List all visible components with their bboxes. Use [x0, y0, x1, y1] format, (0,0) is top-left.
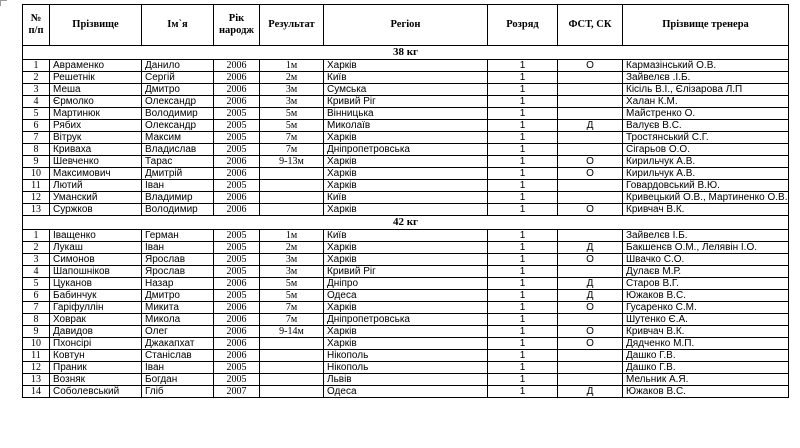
- cell-year: 2006: [214, 278, 260, 290]
- cell-coach: Бакшенєв О.М., Лелявін І.О.: [623, 242, 789, 254]
- cell-name: Владислав: [142, 144, 214, 156]
- header-fst: ФСТ, СК: [558, 5, 623, 46]
- cell-num: 3: [23, 254, 50, 266]
- cell-surname: Меша: [50, 84, 142, 96]
- cell-name: Олег: [142, 326, 214, 338]
- cell-num: 9: [23, 156, 50, 168]
- table-row: [23, 386, 789, 398]
- cell-year: 2005: [214, 144, 260, 156]
- cell-name: Герман: [142, 230, 214, 242]
- cell-rank: 1: [488, 338, 558, 350]
- cell-fst: [558, 362, 623, 374]
- table-row: [23, 350, 789, 362]
- cell-region: Нікополь: [324, 350, 488, 362]
- cell-coach: Шутенко Є.А.: [623, 314, 789, 326]
- header-year: Рік народж: [214, 5, 260, 46]
- weight-group-title: 42 кг: [23, 216, 789, 230]
- header-row: [23, 5, 789, 46]
- cell-fst: Д: [558, 278, 623, 290]
- cell-result: 7м: [260, 302, 324, 314]
- cell-rank: 1: [488, 84, 558, 96]
- table-row: [23, 96, 789, 108]
- table-row: [23, 374, 789, 386]
- cell-num: 7: [23, 132, 50, 144]
- cell-year: 2005: [214, 180, 260, 192]
- cell-name: Володимир: [142, 204, 214, 216]
- cell-region: Харків: [324, 156, 488, 168]
- cell-year: 2006: [214, 168, 260, 180]
- cell-name: Олександр: [142, 120, 214, 132]
- cell-fst: [558, 180, 623, 192]
- cell-result: [260, 374, 324, 386]
- weight-group-title: 38 кг: [23, 46, 789, 60]
- cell-surname: Лукаш: [50, 242, 142, 254]
- table-move-handle[interactable]: [0, 0, 7, 6]
- cell-region: Дніпропетровська: [324, 144, 488, 156]
- cell-num: 11: [23, 350, 50, 362]
- cell-surname: Соболевський: [50, 386, 142, 398]
- cell-region: Харків: [324, 326, 488, 338]
- cell-name: Назар: [142, 278, 214, 290]
- cell-result: [260, 386, 324, 398]
- cell-name: Іван: [142, 180, 214, 192]
- cell-fst: [558, 132, 623, 144]
- cell-result: 3м: [260, 254, 324, 266]
- cell-fst: О: [558, 204, 623, 216]
- cell-name: Богдан: [142, 374, 214, 386]
- cell-year: 2006: [214, 350, 260, 362]
- cell-rank: 1: [488, 350, 558, 362]
- cell-name: Іван: [142, 362, 214, 374]
- cell-fst: [558, 72, 623, 84]
- cell-num: 5: [23, 278, 50, 290]
- cell-num: 2: [23, 72, 50, 84]
- cell-year: 2005: [214, 120, 260, 132]
- cell-region: Одеса: [324, 386, 488, 398]
- cell-fst: Д: [558, 386, 623, 398]
- cell-region: Миколаїв: [324, 120, 488, 132]
- table-row: [23, 132, 789, 144]
- cell-num: 12: [23, 362, 50, 374]
- cell-fst: О: [558, 156, 623, 168]
- cell-name: Гліб: [142, 386, 214, 398]
- cell-num: 13: [23, 204, 50, 216]
- cell-fst: О: [558, 168, 623, 180]
- cell-num: 1: [23, 230, 50, 242]
- cell-coach: Дашко Г.В.: [623, 362, 789, 374]
- cell-name: Ярослав: [142, 254, 214, 266]
- table-row: [23, 120, 789, 132]
- table-row: [23, 60, 789, 72]
- cell-fst: [558, 192, 623, 204]
- cell-name: Володимир: [142, 108, 214, 120]
- cell-num: 2: [23, 242, 50, 254]
- cell-fst: [558, 84, 623, 96]
- cell-result: [260, 204, 324, 216]
- cell-result: 7м: [260, 314, 324, 326]
- cell-year: 2005: [214, 374, 260, 386]
- cell-result: [260, 362, 324, 374]
- header-region: Регіон: [324, 5, 488, 46]
- cell-num: 5: [23, 108, 50, 120]
- cell-fst: [558, 96, 623, 108]
- table-row: [23, 168, 789, 180]
- table-row: [23, 314, 789, 326]
- header-coach: Прізвище тренера: [623, 5, 789, 46]
- cell-rank: 1: [488, 254, 558, 266]
- cell-surname: Пхонсірі: [50, 338, 142, 350]
- cell-rank: 1: [488, 242, 558, 254]
- cell-num: 9: [23, 326, 50, 338]
- cell-num: 7: [23, 302, 50, 314]
- weight-group-row: [23, 46, 789, 60]
- cell-year: 2005: [214, 230, 260, 242]
- cell-coach: Южаков В.С.: [623, 386, 789, 398]
- cell-rank: 1: [488, 108, 558, 120]
- cell-fst: [558, 230, 623, 242]
- cell-year: 2005: [214, 362, 260, 374]
- header-name: Ім`я: [142, 5, 214, 46]
- cell-year: 2006: [214, 96, 260, 108]
- cell-result: 1м: [260, 60, 324, 72]
- cell-surname: Бабинчук: [50, 290, 142, 302]
- cell-num: 6: [23, 290, 50, 302]
- cell-surname: Ковтун: [50, 350, 142, 362]
- cell-region: Кривий Ріг: [324, 266, 488, 278]
- cell-surname: Цуканов: [50, 278, 142, 290]
- cell-num: 4: [23, 266, 50, 278]
- cell-rank: 1: [488, 192, 558, 204]
- table-row: [23, 326, 789, 338]
- table-row: [23, 180, 789, 192]
- cell-rank: 1: [488, 96, 558, 108]
- cell-surname: Мартинюк: [50, 108, 142, 120]
- cell-name: Тарас: [142, 156, 214, 168]
- cell-year: 2005: [214, 254, 260, 266]
- cell-fst: О: [558, 302, 623, 314]
- cell-coach: Зайвелєв І.Б.: [623, 230, 789, 242]
- cell-result: 9-13м: [260, 156, 324, 168]
- cell-surname: Шапошніков: [50, 266, 142, 278]
- header-num: № п/п: [23, 5, 50, 46]
- cell-result: [260, 168, 324, 180]
- cell-year: 2005: [214, 108, 260, 120]
- table-row: [23, 192, 789, 204]
- cell-rank: 1: [488, 374, 558, 386]
- cell-surname: Вітрук: [50, 132, 142, 144]
- cell-result: 7м: [260, 144, 324, 156]
- cell-year: 2007: [214, 386, 260, 398]
- table-row: [23, 72, 789, 84]
- cell-coach: Гусаренко С.М.: [623, 302, 789, 314]
- cell-num: 14: [23, 386, 50, 398]
- cell-result: 7м: [260, 132, 324, 144]
- cell-region: Харків: [324, 132, 488, 144]
- cell-year: 2006: [214, 84, 260, 96]
- cell-name: Дмитро: [142, 84, 214, 96]
- cell-year: 2006: [214, 326, 260, 338]
- cell-year: 2006: [214, 302, 260, 314]
- cell-coach: Зайвелєв .І.Б.: [623, 72, 789, 84]
- cell-coach: Кармазінський О.В.: [623, 60, 789, 72]
- cell-region: Львів: [324, 374, 488, 386]
- table-row: [23, 204, 789, 216]
- cell-year: 2006: [214, 72, 260, 84]
- cell-region: Нікополь: [324, 362, 488, 374]
- cell-coach: Сігарьов О.О.: [623, 144, 789, 156]
- cell-region: Кривий Ріг: [324, 96, 488, 108]
- cell-result: 2м: [260, 72, 324, 84]
- cell-region: Харків: [324, 168, 488, 180]
- cell-region: Київ: [324, 72, 488, 84]
- cell-fst: Д: [558, 120, 623, 132]
- results-table: [22, 4, 789, 398]
- cell-coach: Старов В.Г.: [623, 278, 789, 290]
- cell-rank: 1: [488, 266, 558, 278]
- cell-coach: Кривчач В.К.: [623, 204, 789, 216]
- cell-fst: [558, 374, 623, 386]
- cell-name: Микола: [142, 314, 214, 326]
- weight-group-row: [23, 216, 789, 230]
- table-row: [23, 290, 789, 302]
- cell-name: Дмитрій: [142, 168, 214, 180]
- cell-num: 10: [23, 338, 50, 350]
- cell-result: [260, 192, 324, 204]
- cell-rank: 1: [488, 204, 558, 216]
- cell-coach: Кирильчук А.В.: [623, 156, 789, 168]
- cell-name: Іван: [142, 242, 214, 254]
- table-row: [23, 156, 789, 168]
- cell-surname: Іващенко: [50, 230, 142, 242]
- cell-coach: Кривчач В.К.: [623, 326, 789, 338]
- cell-region: Одеса: [324, 290, 488, 302]
- cell-fst: Д: [558, 290, 623, 302]
- cell-name: Олександр: [142, 96, 214, 108]
- cell-num: 6: [23, 120, 50, 132]
- cell-rank: 1: [488, 290, 558, 302]
- cell-surname: Уманский: [50, 192, 142, 204]
- cell-result: 5м: [260, 290, 324, 302]
- cell-rank: 1: [488, 362, 558, 374]
- table-row: [23, 362, 789, 374]
- cell-surname: Возняк: [50, 374, 142, 386]
- cell-region: Київ: [324, 192, 488, 204]
- cell-rank: 1: [488, 72, 558, 84]
- cell-name: Станіслав: [142, 350, 214, 362]
- cell-name: Дмитро: [142, 290, 214, 302]
- cell-fst: [558, 144, 623, 156]
- cell-surname: Давидов: [50, 326, 142, 338]
- cell-surname: Єрмолко: [50, 96, 142, 108]
- cell-surname: Максимович: [50, 168, 142, 180]
- cell-region: Харків: [324, 60, 488, 72]
- cell-surname: Ховрак: [50, 314, 142, 326]
- cell-surname: Суржков: [50, 204, 142, 216]
- cell-coach: Кісіль В.І., Єлізарова Л.П: [623, 84, 789, 96]
- cell-region: Вінницька: [324, 108, 488, 120]
- cell-result: 3м: [260, 96, 324, 108]
- cell-result: 5м: [260, 278, 324, 290]
- cell-coach: Швачко С.О.: [623, 254, 789, 266]
- cell-year: 2006: [214, 60, 260, 72]
- cell-year: 2005: [214, 266, 260, 278]
- cell-name: Владимир: [142, 192, 214, 204]
- cell-fst: О: [558, 326, 623, 338]
- table-row: [23, 84, 789, 96]
- table-row: [23, 266, 789, 278]
- cell-num: 8: [23, 314, 50, 326]
- cell-year: 2006: [214, 204, 260, 216]
- cell-region: Харків: [324, 204, 488, 216]
- cell-region: Харків: [324, 338, 488, 350]
- cell-rank: 1: [488, 326, 558, 338]
- cell-surname: Праник: [50, 362, 142, 374]
- cell-region: Дніпропетровська: [324, 314, 488, 326]
- cell-rank: 1: [488, 302, 558, 314]
- cell-surname: Решетнік: [50, 72, 142, 84]
- cell-region: Харків: [324, 242, 488, 254]
- header-surname: Прізвище: [50, 5, 142, 46]
- table-row: [23, 302, 789, 314]
- cell-result: 5м: [260, 120, 324, 132]
- cell-region: Харків: [324, 180, 488, 192]
- cell-num: 11: [23, 180, 50, 192]
- cell-num: 12: [23, 192, 50, 204]
- header-rank: Розряд: [488, 5, 558, 46]
- cell-result: [260, 338, 324, 350]
- table-row: [23, 230, 789, 242]
- cell-rank: 1: [488, 314, 558, 326]
- cell-fst: О: [558, 254, 623, 266]
- cell-name: Сергій: [142, 72, 214, 84]
- cell-coach: Дашко Г.В.: [623, 350, 789, 362]
- cell-region: Харків: [324, 254, 488, 266]
- cell-coach: Кирильчук А.В.: [623, 168, 789, 180]
- table-row: [23, 278, 789, 290]
- cell-num: 3: [23, 84, 50, 96]
- table-row: [23, 108, 789, 120]
- cell-name: Максим: [142, 132, 214, 144]
- cell-fst: [558, 314, 623, 326]
- table-row: [23, 254, 789, 266]
- cell-coach: Валуєв В.С.: [623, 120, 789, 132]
- cell-rank: 1: [488, 120, 558, 132]
- cell-num: 13: [23, 374, 50, 386]
- cell-rank: 1: [488, 230, 558, 242]
- cell-rank: 1: [488, 180, 558, 192]
- cell-surname: Рябих: [50, 120, 142, 132]
- table-row: [23, 144, 789, 156]
- cell-fst: [558, 350, 623, 362]
- header-result: Результат: [260, 5, 324, 46]
- cell-surname: Лютий: [50, 180, 142, 192]
- cell-fst: [558, 108, 623, 120]
- cell-rank: 1: [488, 156, 558, 168]
- cell-result: 9-14м: [260, 326, 324, 338]
- cell-surname: Симонов: [50, 254, 142, 266]
- cell-name: Микита: [142, 302, 214, 314]
- cell-year: 2006: [214, 192, 260, 204]
- cell-result: 2м: [260, 242, 324, 254]
- cell-num: 4: [23, 96, 50, 108]
- cell-year: 2006: [214, 338, 260, 350]
- cell-year: 2006: [214, 156, 260, 168]
- cell-region: Харків: [324, 302, 488, 314]
- cell-fst: О: [558, 60, 623, 72]
- cell-year: 2005: [214, 242, 260, 254]
- cell-coach: Говардовський В.Ю.: [623, 180, 789, 192]
- cell-region: Дніпро: [324, 278, 488, 290]
- cell-fst: [558, 266, 623, 278]
- table-row: [23, 338, 789, 350]
- cell-region: Київ: [324, 230, 488, 242]
- cell-rank: 1: [488, 60, 558, 72]
- cell-coach: Южаков В.С.: [623, 290, 789, 302]
- cell-rank: 1: [488, 132, 558, 144]
- cell-coach: Дядченко М.П.: [623, 338, 789, 350]
- cell-result: [260, 350, 324, 362]
- cell-name: Ярослав: [142, 266, 214, 278]
- cell-rank: 1: [488, 144, 558, 156]
- cell-year: 2006: [214, 314, 260, 326]
- cell-rank: 1: [488, 386, 558, 398]
- cell-year: 2005: [214, 132, 260, 144]
- cell-fst: Д: [558, 242, 623, 254]
- cell-coach: Халан К.М.: [623, 96, 789, 108]
- cell-name: Данило: [142, 60, 214, 72]
- table-body: [23, 46, 789, 398]
- cell-coach: Мельник А.Я.: [623, 374, 789, 386]
- cell-result: 1м: [260, 230, 324, 242]
- cell-coach: Дулаєв М.Р.: [623, 266, 789, 278]
- cell-result: [260, 180, 324, 192]
- cell-coach: Майстренко О.: [623, 108, 789, 120]
- cell-result: 5м: [260, 108, 324, 120]
- cell-year: 2005: [214, 290, 260, 302]
- cell-name: Джакапхат: [142, 338, 214, 350]
- cell-surname: Авраменко: [50, 60, 142, 72]
- cell-rank: 1: [488, 278, 558, 290]
- cell-result: 3м: [260, 266, 324, 278]
- cell-num: 1: [23, 60, 50, 72]
- cell-region: Сумська: [324, 84, 488, 96]
- cell-coach: Тростянський С.Г.: [623, 132, 789, 144]
- cell-num: 8: [23, 144, 50, 156]
- cell-surname: Криваха: [50, 144, 142, 156]
- cell-rank: 1: [488, 168, 558, 180]
- table-row: [23, 242, 789, 254]
- cell-coach: Кривецький О.В., Мартиненко О.В.: [623, 192, 789, 204]
- cell-result: 3м: [260, 84, 324, 96]
- cell-num: 10: [23, 168, 50, 180]
- cell-fst: О: [558, 338, 623, 350]
- cell-surname: Гаріфуллін: [50, 302, 142, 314]
- cell-surname: Шевченко: [50, 156, 142, 168]
